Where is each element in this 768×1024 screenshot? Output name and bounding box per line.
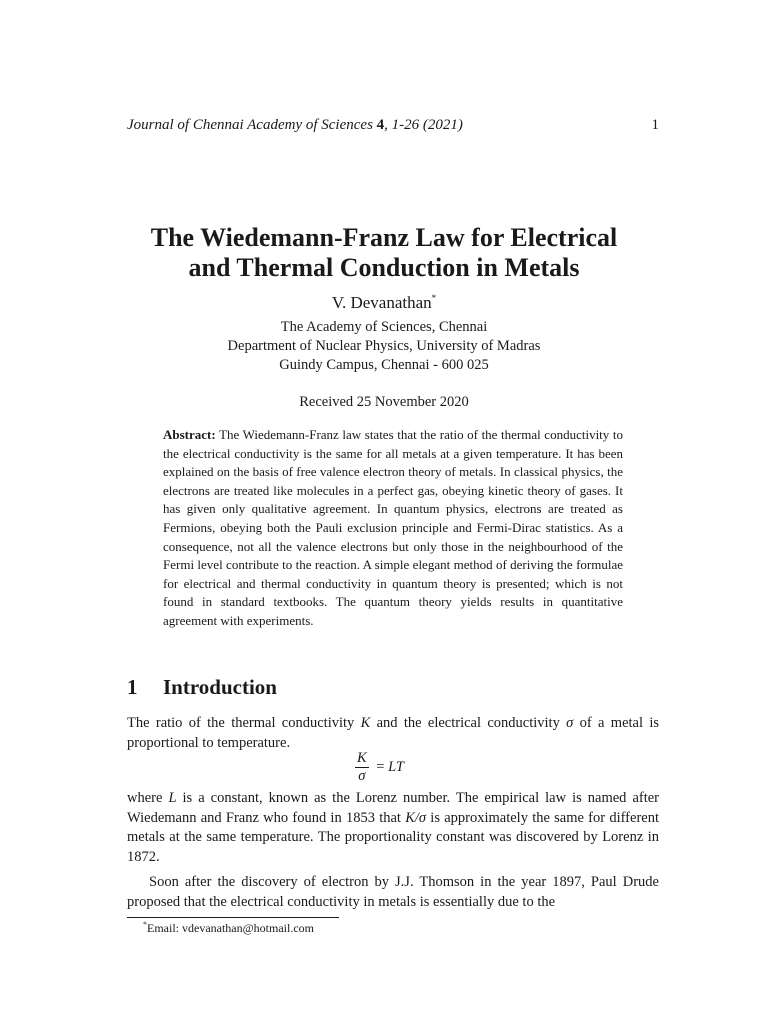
equation-denominator: σ xyxy=(358,768,366,784)
footnote-rule xyxy=(127,917,339,918)
equation-rhs: LT xyxy=(388,759,404,775)
abstract-text: The Wiedemann-Franz law states that the ratio of the thermal conductivity to the electrical conductivity is the same for all metals at a given temperature. It has been explained on the basis of free valence electron theory of metals. In classical physics, the electrons are treated like molecules in a perfect gas, obeying kinetic theory of gases. It has given only qualitative agreement. In quantum physics, electrons are treated as Fermions, obeying both the Pauli exclusion principle and Fermi-Dirac statistics. As a consequence, not all the valence electrons but only those in the neighbourhood of the Fermi level contribute to the reaction. A simple elegant method of deriving the formulae for electrical and thermal conductivity in quantum theory is presented; which is not found in standard textbooks. The quantum theory yields results in quantitative agreement with experiments. xyxy=(163,427,623,628)
para1-text-c: of a metal is proportional to temperature. xyxy=(127,715,659,751)
journal-pages-year: , 1-26 (2021) xyxy=(384,117,463,133)
journal-volume: 4 xyxy=(376,117,385,133)
equation-lorenz xyxy=(355,750,404,785)
footnote-mark: * xyxy=(143,920,147,929)
paper-title xyxy=(0,223,768,283)
title-line-1: The Wiedemann-Franz Law for Electrical xyxy=(150,223,618,252)
section-number: 1 xyxy=(127,675,138,699)
symbol-ratio: K/σ xyxy=(405,809,427,826)
equation-numerator: K xyxy=(357,750,367,766)
section-title: Introduction xyxy=(163,675,277,699)
para1-text-a: The ratio of the thermal conductivity xyxy=(127,715,361,731)
symbol-K: K xyxy=(360,715,371,731)
symbol-sigma: σ xyxy=(566,715,574,731)
para1-text-b: and the electrical conductivity xyxy=(370,715,567,731)
paragraph-2 xyxy=(127,789,659,867)
title-line-2: and Thermal Conduction in Metals xyxy=(188,253,580,282)
author-name: V. Devanathan xyxy=(331,293,432,312)
page-number: 1 xyxy=(651,117,659,133)
footnote-text: Email: vdevanathan@hotmail.com xyxy=(147,921,315,935)
abstract-label: Abstract: xyxy=(163,427,216,442)
running-header xyxy=(127,117,659,134)
affiliation xyxy=(0,318,768,375)
paragraph-3: Soon after the discovery of electron by J.J. Thomson in the year 1897, Paul Drude proposed that the electrical conductivity in metals is essentially due to the xyxy=(127,874,659,910)
received-date: Received 25 November 2020 xyxy=(299,394,469,410)
affiliation-line-1: The Academy of Sciences, Chennai xyxy=(280,319,488,335)
para2-text-c: is approximately the same for different metals at the same temperature. The proportionality constant was discovered by Lorenz in 1872. xyxy=(127,809,659,865)
journal-name: Journal of Chennai Academy of Sciences xyxy=(127,117,373,133)
equation-equals: = xyxy=(372,759,389,775)
affiliation-line-2: Department of Nuclear Physics, University of Madras xyxy=(227,338,541,354)
footnote xyxy=(143,920,314,936)
symbol-L: L xyxy=(168,790,177,806)
abstract xyxy=(163,426,623,631)
section-heading xyxy=(127,675,277,700)
equation-fraction xyxy=(355,750,369,785)
paragraph-1 xyxy=(127,714,659,753)
para2-text-b: is a constant, known as the Lorenz number. The empirical law is named after Wiedemann and Franz who found in 1853 that xyxy=(127,790,660,826)
para2-text-a: where xyxy=(127,790,169,806)
author xyxy=(0,293,768,313)
journal-citation xyxy=(127,117,463,134)
affiliation-line-3: Guindy Campus, Chennai - 600 025 xyxy=(279,357,489,373)
author-footnote-mark: * xyxy=(431,293,437,303)
